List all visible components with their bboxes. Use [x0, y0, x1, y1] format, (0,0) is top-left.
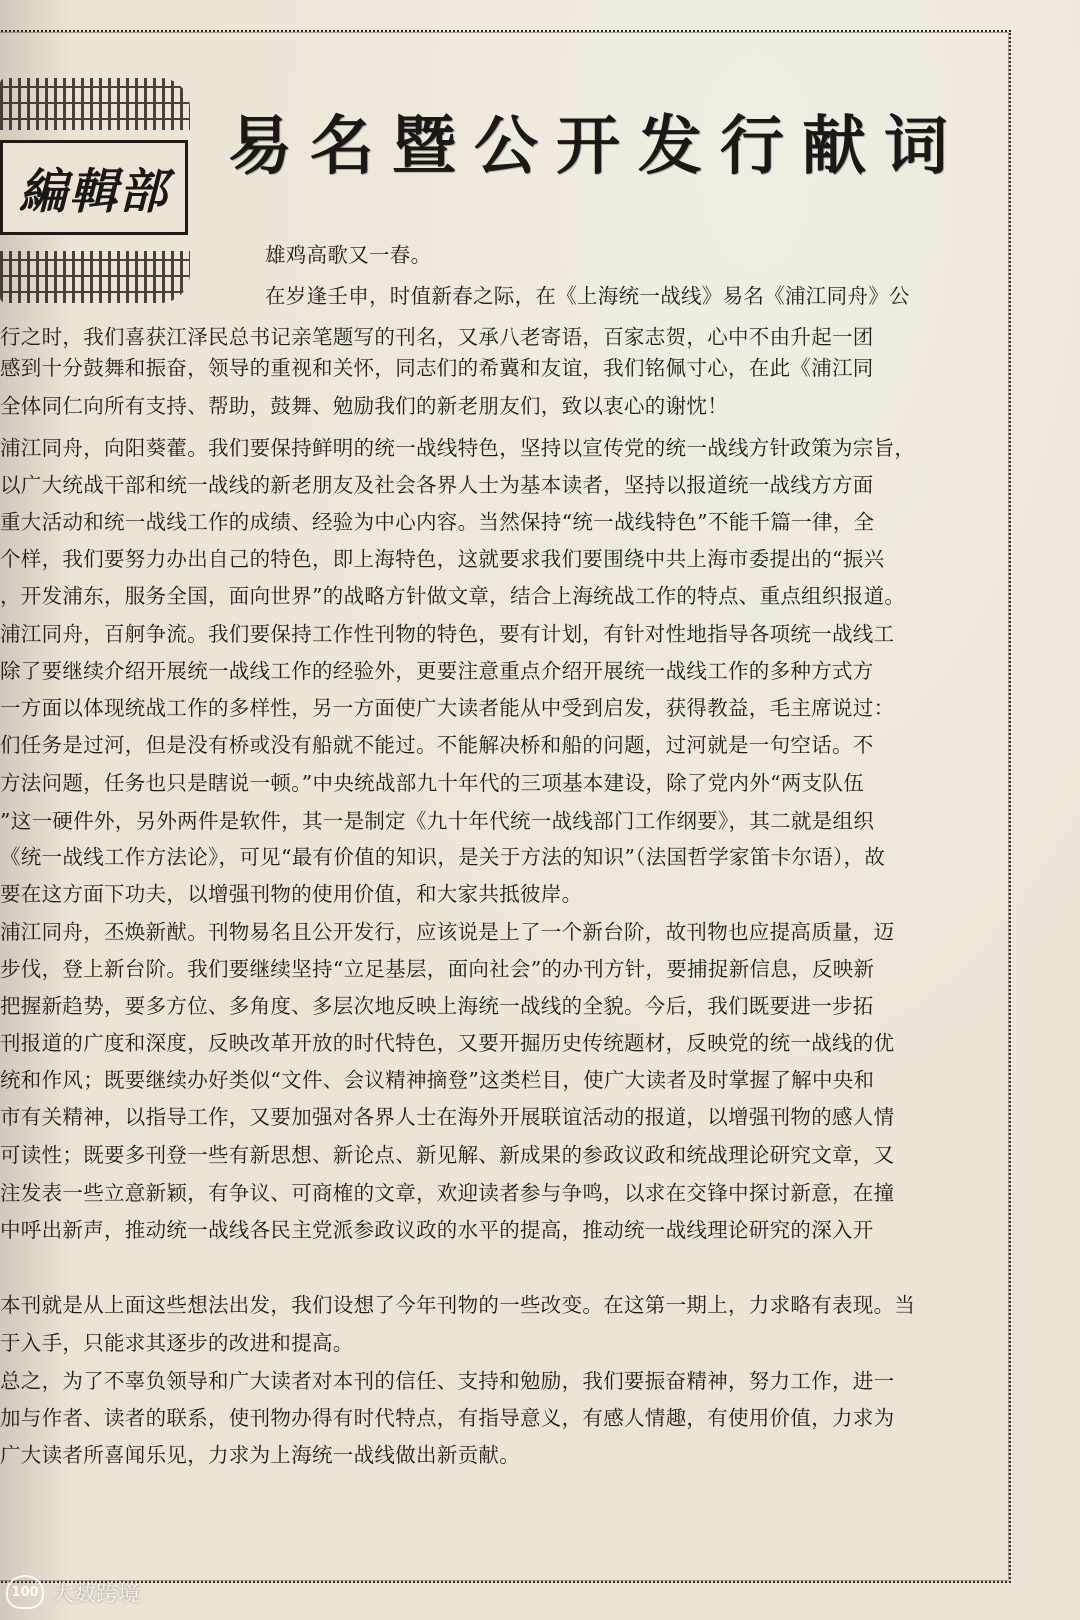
text-line: 步伐，登上新台阶。我们要继续坚持“立足基层，面向社会”的办刊方针，要捕捉新信息，反映新 [0, 957, 875, 981]
text-line: 统和作风；既要继续办好类似“文件、会议精神摘登”这类栏目，使广大读者及时掌握了解中央和 [0, 1068, 875, 1092]
text-line: 总之，为了不辜负领导和广大读者对本刊的信任、支持和勉励，我们要振奋精神，努力工作，进一 [0, 1369, 895, 1393]
text-line: 加与作者、读者的联系，使刊物办得有时代特点，有指导意义，有感人情趣，有使用价值，力求为 [0, 1406, 895, 1430]
text-line: 感到十分鼓舞和振奋，领导的重视和关怀，同志们的希冀和友谊，我们铭佩寸心，在此《浦江同 [0, 356, 874, 380]
text-line: 以广大统战干部和统一战线的新老朋友及社会各界人士为基本读者，坚持以报道统一战线方方面 [0, 473, 874, 497]
text-line: 本刊就是从上面这些想法出发，我们设想了今年刊物的一些改变。在这第一期上，力求略有表现。当 [0, 1293, 916, 1317]
stamp-label: 編輯部 [18, 164, 169, 220]
text-line: 们任务是过河，但是没有桥或没有船就不能过。不能解决桥和船的问题，过河就是一句空话。不 [0, 733, 874, 757]
text-line: 个样，我们要努力办出自己的特色，即上海特色，这就要求我们要围绕中共上海市委提出的“振兴 [0, 547, 885, 571]
text-line: 要在这方面下功夫，以增强刊物的使用价值，和大家共抵彼岸。 [0, 882, 583, 906]
text-line: ”这一硬件外，另外两件是软件，其一是制定《九十年代统一战线部门工作纲要》，其二就是组织 [0, 809, 875, 833]
text-line: 刊报道的广度和深度，反映改革开放的时代特色，又要开掘历史传统题材，反映党的统一战线的优 [0, 1031, 895, 1055]
text-line: 在岁逢壬申，时值新春之际，在《上海统一战线》易名《浦江同舟》公 [265, 284, 910, 308]
text-line: 全体同仁向所有支持、帮助，鼓舞、勉励我们的新老朋友们，致以衷心的谢忱！ [0, 394, 728, 418]
text-line: ，开发浦东，服务全国，面向世界”的战略方针做文章，结合上海统战工作的特点、重点组织报道。 [0, 584, 906, 608]
page-title: 易名暨公开发行献词 [228, 110, 966, 184]
site-watermark [6, 1572, 140, 1612]
article-body [0, 240, 1002, 1540]
text-line: 注发表一些立意新颖，有争议、可商榷的文章，欢迎读者参与争鸣，以求在交锋中探讨新意，在撞 [0, 1181, 895, 1205]
text-line: 可读性；既要多刊登一些有新思想、新论点、新见解、新成果的参政议政和统战理论研究文章，又 [0, 1143, 895, 1167]
text-line: 市有关精神，以指导工作，又要加强对各界人士在海外开展联谊活动的报道，以增强刊物的感人情 [0, 1105, 895, 1129]
text-line: 浦江同舟，向阳葵藿。我们要保持鲜明的统一战线特色，坚持以宣传党的统一战线方针政策为宗旨， [0, 436, 916, 460]
text-line: 一方面以体现统战工作的多样性，另一方面使广大读者能从中受到启发，获得教益，毛主席说过： [0, 696, 895, 720]
text-line: 雄鸡高歌又一春。 [265, 243, 432, 267]
watermark-logo-icon: 100 [6, 1575, 44, 1609]
text-line: 浦江同舟，百舸争流。我们要保持工作性刊物的特色，要有计划，有针对性地指导各项统一战线工 [0, 622, 895, 646]
text-line: 《统一战线工作方法论》，可见“最有价值的知识，是关于方法的知识”（法国哲学家笛卡尔语），故 [0, 845, 886, 869]
stamp-label-box [0, 140, 188, 235]
watermark-text: 大数跨境 [52, 1581, 141, 1607]
text-line: 行之时，我们喜获江泽民总书记亲笔题写的刊名，又承八老寄语，百家志贺，心中不由升起一团 [0, 325, 874, 349]
text-line: 于入手，只能求其逐步的改进和提高。 [0, 1331, 354, 1355]
text-line: 重大活动和统一战线工作的成绩、经验为中心内容。当然保持“统一战线特色”不能千篇一律，全 [0, 510, 875, 534]
text-line: 广大读者所喜闻乐见，力求为上海统一战线做出新贡献。 [0, 1443, 520, 1467]
stamp-pattern-top [0, 78, 190, 130]
text-line: 浦江同舟，丕焕新猷。刊物易名且公开发行，应该说是上了一个新台阶，故刊物也应提高质量，迈 [0, 920, 895, 944]
text-line: 除了要继续介绍开展统一战线工作的经验外，更要注意重点介绍开展统一战线工作的多种方式方 [0, 659, 874, 683]
text-line: 中呼出新声，推动统一战线各民主党派参政议政的水平的提高，推动统一战线理论研究的深入开 [0, 1218, 874, 1242]
text-line: 把握新趋势，要多方位、多角度、多层次地反映上海统一战线的全貌。今后，我们既要进一步拓 [0, 994, 874, 1018]
text-line: 方法问题，任务也只是瞎说一顿。”中央统战部九十年代的三项基本建设，除了党内外“两支队伍 [0, 771, 865, 795]
